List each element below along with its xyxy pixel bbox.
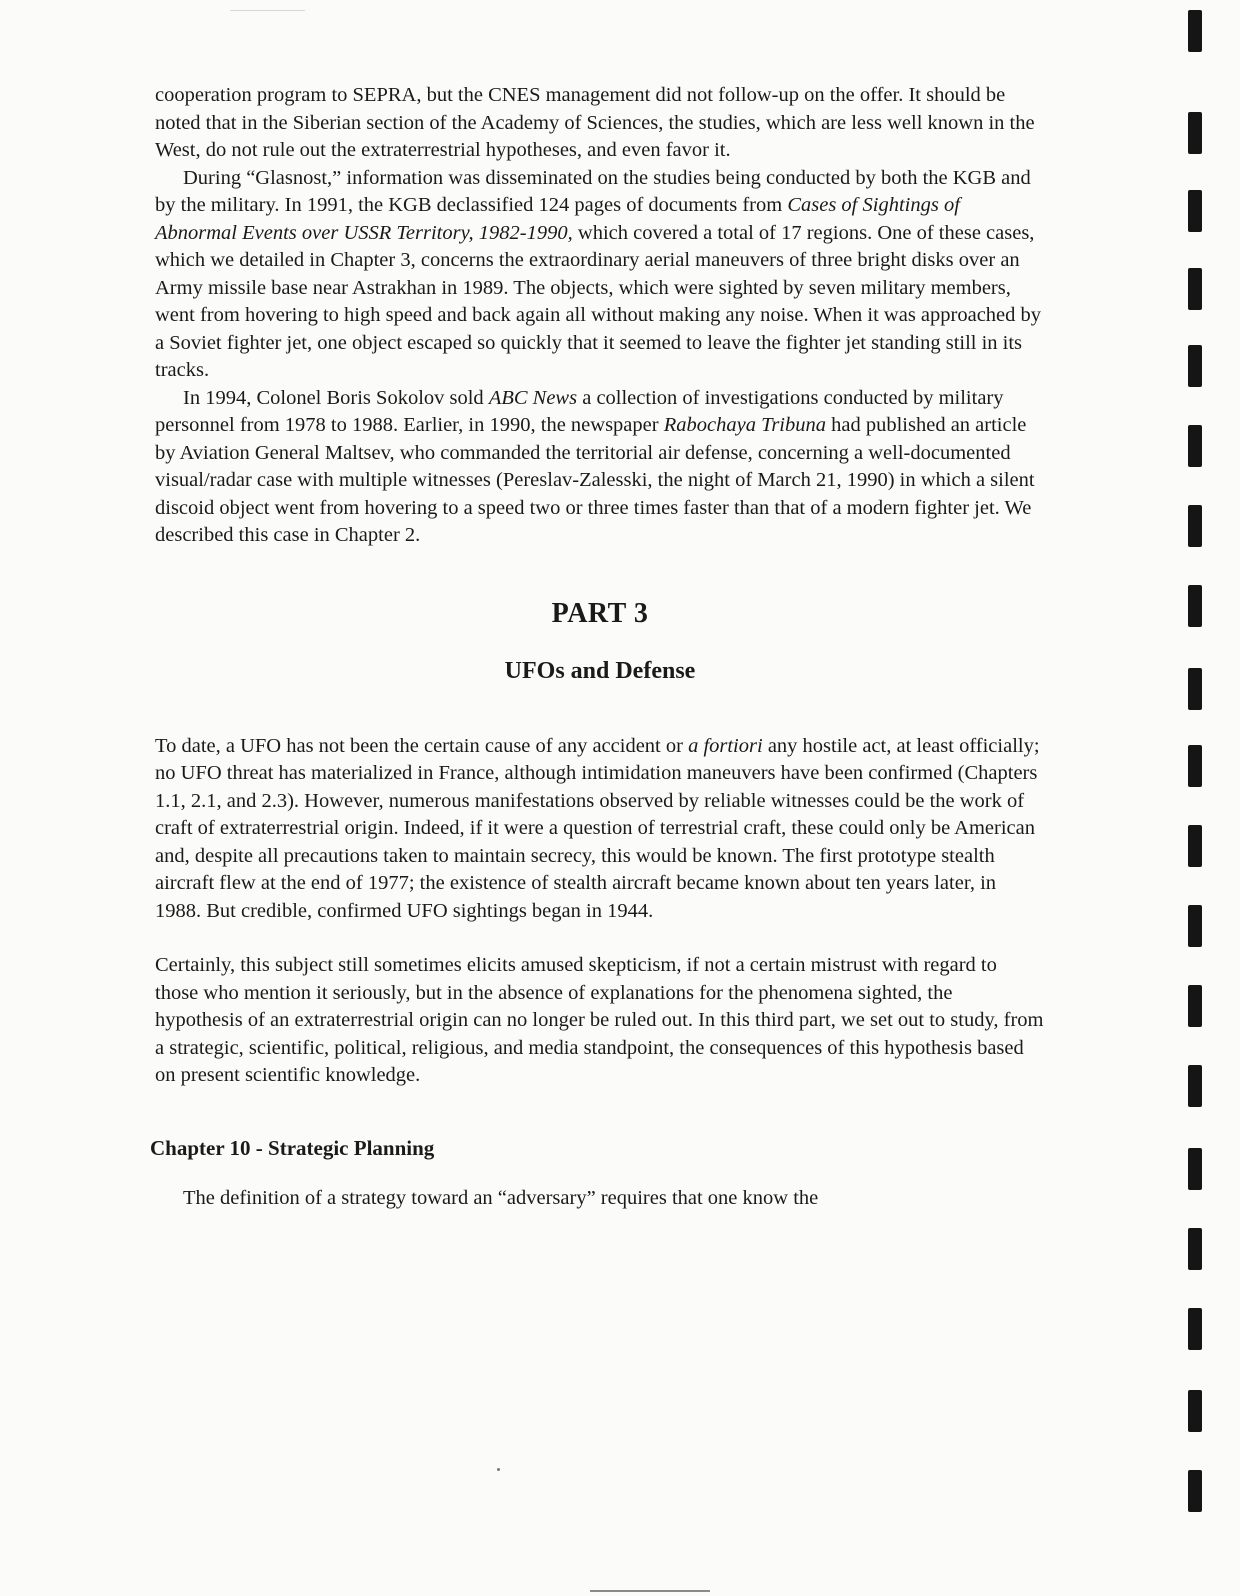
binder-hole (1188, 425, 1202, 467)
intro-paragraph (155, 385, 1045, 550)
binder-hole (1188, 10, 1202, 52)
binder-hole (1188, 1065, 1202, 1107)
paragraph-text: Certainly, this subject still sometimes elicits amused skepticism, if not a certain mistrust with regard to those who mention it seriously, but in the absence of explanations for the phenomena sighted, the hypothesis of an extraterrestrial origin can no longer be ruled out. In this third part, we set out to study, from a strategic, scientific, political, religious, and media standpoint, the consequences of this hypothesis based on present scientific knowledge. (155, 954, 1044, 1086)
part-paragraph (155, 733, 1045, 926)
italic-title: Rabochaya Tribuna (663, 414, 827, 436)
paragraph-text: During “Glasnost,” information was disseminated on the studies being conducted by both the KGB and by the military. In 1991, the KGB declassified 124 pages of documents from (155, 166, 1031, 216)
intro-section (155, 82, 1045, 550)
scan-speck (497, 1468, 500, 1471)
binder-hole (1188, 1390, 1202, 1432)
paragraph-text: To date, a UFO has not been the certain cause of any accident or (155, 734, 689, 757)
binder-hole (1188, 1228, 1202, 1270)
scan-mark-bottom (590, 1590, 710, 1592)
binder-hole (1188, 268, 1202, 310)
binder-hole (1188, 1308, 1202, 1350)
binder-hole (1188, 985, 1202, 1027)
intro-paragraph (155, 165, 1045, 385)
italic-title: Cases of Sightings of Abnormal Events over USSR Territory, 1982-1990, (155, 194, 960, 244)
binder-hole (1188, 745, 1202, 787)
chapter-heading: Chapter 10 - Strategic Planning (150, 1135, 435, 1160)
part-paragraph (155, 952, 1045, 1090)
document-page (150, 82, 1045, 1212)
part-heading: PART 3 (551, 597, 649, 629)
section-heading: UFOs and Defense (504, 657, 696, 684)
binder-hole (1188, 668, 1202, 710)
italic-title: ABC News (488, 386, 578, 409)
paragraph-text: In 1994, Colonel Boris Sokolov sold (183, 386, 489, 409)
binder-hole (1188, 585, 1202, 627)
binder-hole (1188, 825, 1202, 867)
binder-hole (1188, 112, 1202, 154)
binder-hole (1188, 1148, 1202, 1190)
binder-hole (1188, 190, 1202, 232)
scan-mark-top (230, 10, 305, 11)
binder-hole (1188, 905, 1202, 947)
chapter-paragraph: The definition of a strategy toward an “adversary” requires that one know the (183, 1186, 819, 1209)
paragraph-text: any hostile act, at least officially; no UFO threat has materialized in France, although intimidation maneuvers have been confirmed (Chapters 1.1, 2.1, and 2.3). However, numerous manifestations observed by reliable witnesses could be the work of craft of extraterrestrial origin. Indeed, if it were a question of terrestrial craft, these could only be American and, despite all precautions taken to maintain secrecy, this would be known. The first prototype stealth aircraft flew at the end of 1977; the existence of stealth aircraft became known about ten years later, in 1988. But credible, confirmed UFO sightings began in 1944. (155, 734, 1040, 922)
binder-hole (1188, 1470, 1202, 1512)
paragraph-text: which covered a total of 17 regions. One of these cases, which we detailed in Chapter 3, concerns the extraordinary aerial maneuvers of three bright disks over an Army missile base near Astrakhan in 1989. The objects, which were sighted by seven military members, went from hovering to high speed and back again all without making any noise. When it was approached by a Soviet fighter jet, one object escaped so quickly that it seemed to leave the fighter jet standing still in its tracks. (155, 221, 1042, 381)
binder-hole (1188, 505, 1202, 547)
paragraph-text: had published an article by Aviation General Maltsev, who commanded the territorial air defense, concerning a well-documented visual/radar case with multiple witnesses (Pereslav-Zalesski, the night of March 21, 1990) in which a silent discoid object went from hovering to a speed two or three times faster than that of a modern fighter jet. We described this case in Chapter 2. (155, 414, 1035, 546)
italic-title: a fortiori (688, 734, 763, 757)
binder-hole (1188, 345, 1202, 387)
paragraph-text: a collection of investigations conducted by military personnel from 1978 to 1988. Earlier, in 1990, the newspaper (155, 386, 1004, 436)
intro-paragraph (155, 82, 1045, 165)
paragraph-text: cooperation program to SEPRA, but the CNES management did not follow-up on the offer. It should be noted that in the Siberian section of the Academy of Sciences, the studies, which are less well known in the West, do not rule out the extraterrestrial hypotheses, and even favor it. (155, 84, 1035, 161)
part-intro (155, 733, 1045, 1090)
